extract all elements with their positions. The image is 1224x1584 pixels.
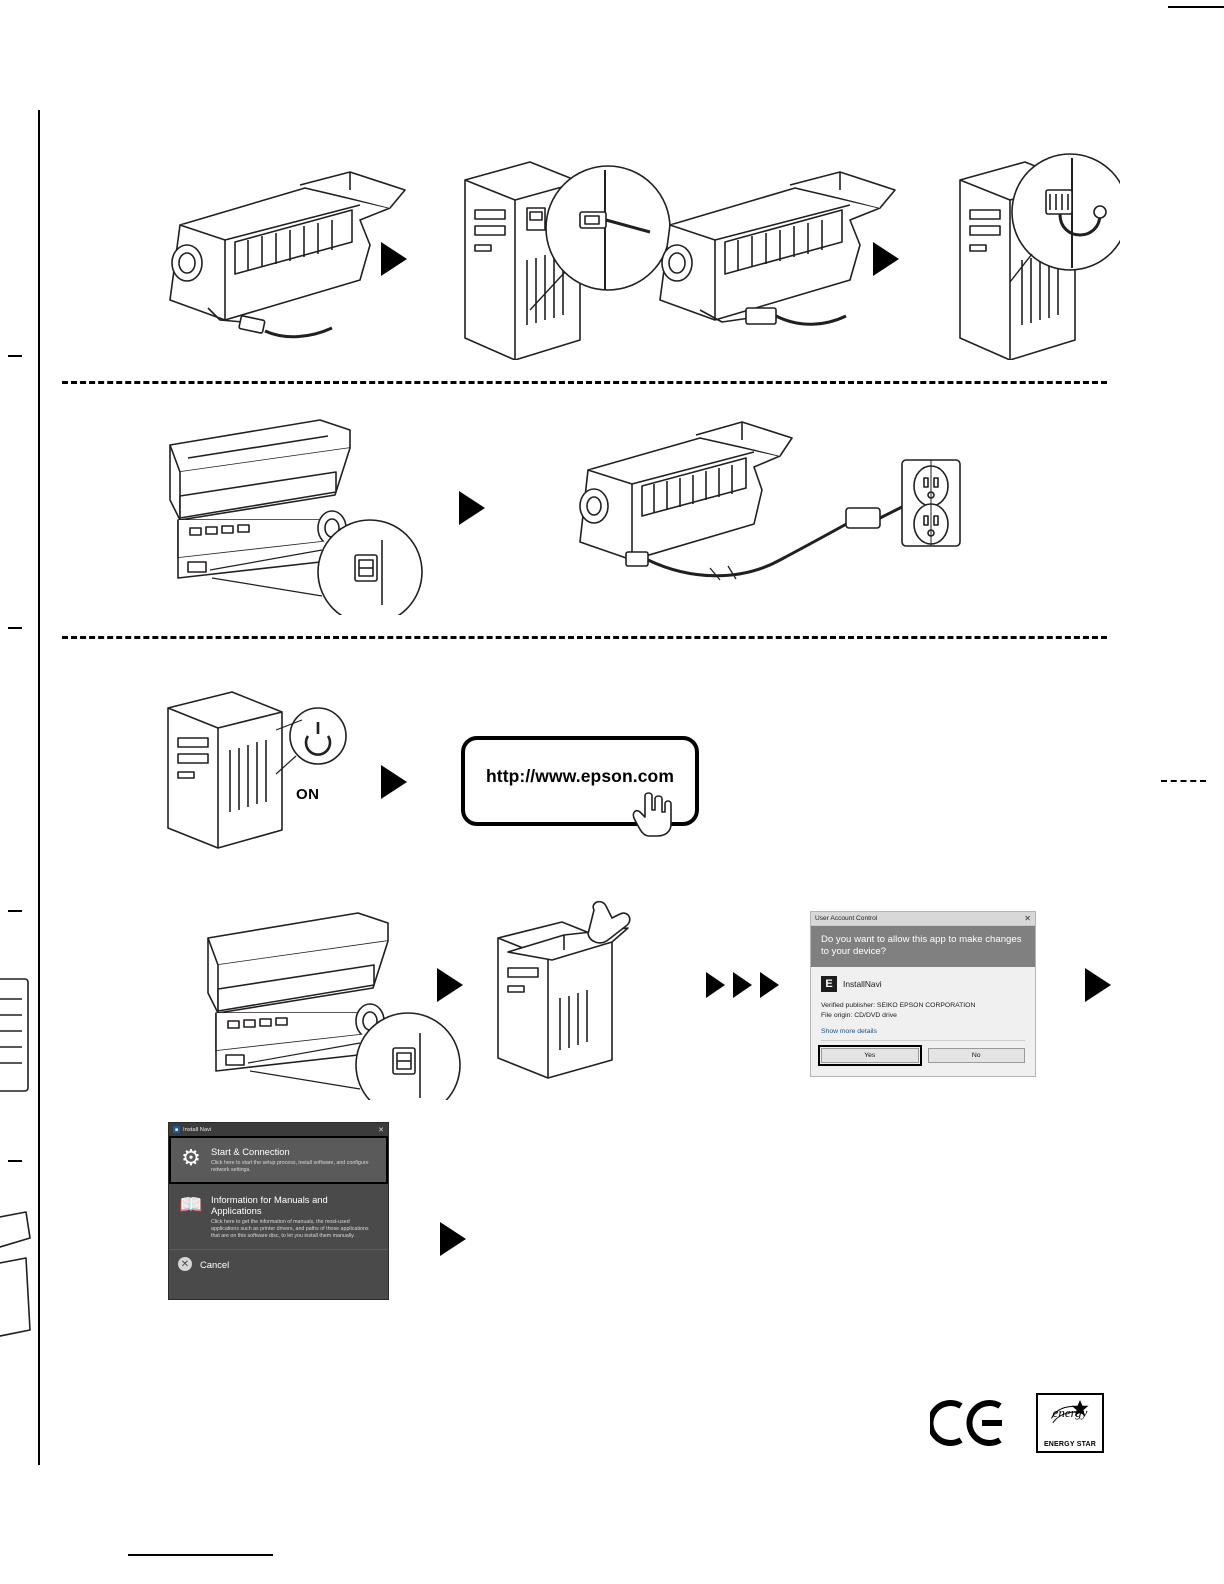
- tick-mark: [8, 627, 22, 629]
- arrow-right-icon: [706, 972, 725, 998]
- power-on-label: ON: [296, 786, 320, 803]
- uac-no-button[interactable]: No: [928, 1048, 1026, 1063]
- uac-dialog: [810, 911, 1036, 1077]
- installnavi-item-description: Click here to get the information of manuals, the most-used applications such as printer drivers, and paths of those applications that are on this software disc, to let you install them manually.: [211, 1219, 369, 1239]
- uac-heading: Do you want to allow this app to make changes to your device?: [811, 926, 1035, 967]
- uac-show-more-details-link[interactable]: Show more details: [821, 1028, 1025, 1041]
- section-divider: [62, 381, 1107, 384]
- installnavi-item-title: Information for Manuals and Applications: [211, 1194, 328, 1216]
- right-trim-dash: [1161, 780, 1206, 782]
- energy-star-logo: [1036, 1393, 1104, 1453]
- close-icon[interactable]: ✕: [378, 1126, 384, 1134]
- arrow-right-icon: [381, 242, 407, 276]
- uac-app-name: InstallNavi: [843, 979, 882, 989]
- tick-mark: [8, 910, 22, 912]
- uac-button-row: [811, 1041, 1035, 1063]
- uac-file-origin: File origin: CD/DVD drive: [821, 1011, 897, 1019]
- arrow-right-icon: [733, 972, 752, 998]
- energy-script-text: energy: [1052, 1405, 1088, 1420]
- gear-icon: ⚙: [181, 1145, 201, 1170]
- top-trim-rule: [1168, 6, 1224, 8]
- installnavi-dialog: [168, 1122, 389, 1300]
- hand-pointer-icon: [625, 790, 675, 838]
- uac-body: [811, 967, 1035, 1041]
- cancel-icon: ✕: [178, 1257, 192, 1271]
- edge-graphic-partial: [0, 975, 34, 1095]
- arrow-right-icon: [437, 968, 463, 1002]
- installnavi-item-information[interactable]: [169, 1184, 388, 1250]
- installnavi-item-title: Start & Connection: [211, 1146, 290, 1157]
- uac-publisher: Verified publisher: SEIKO EPSON CORPORATION: [821, 1002, 976, 1009]
- row1-illustration: [60, 150, 1120, 360]
- edge-graphic-partial: [0, 1210, 34, 1340]
- book-icon: 📖: [179, 1195, 203, 1216]
- app-icon: ■: [174, 1126, 179, 1133]
- installnavi-item-description: Click here to start the setup process, install software, and configure network settings.: [211, 1160, 369, 1173]
- installnavi-item-start-connection[interactable]: [169, 1136, 388, 1184]
- arrow-right-icon: [381, 765, 407, 799]
- installnavi-cancel-button[interactable]: [169, 1250, 388, 1278]
- uac-title-bar: [811, 912, 1035, 926]
- epson-url-text: http://www.epson.com: [485, 766, 674, 786]
- uac-yes-button[interactable]: Yes: [821, 1048, 919, 1063]
- left-vertical-rule: [38, 110, 40, 1465]
- installnavi-cancel-label: Cancel: [200, 1258, 230, 1270]
- installnavi-window-title: Install Navi: [183, 1126, 212, 1133]
- installnavi-title-bar: [169, 1123, 388, 1136]
- section-divider: [62, 636, 1107, 639]
- row2-illustration: [60, 400, 1120, 615]
- ce-mark-icon: [930, 1396, 1008, 1450]
- tick-mark: [8, 1160, 22, 1162]
- arrow-right-icon: [760, 972, 779, 998]
- energy-star-text: ENERGY STAR: [1043, 1441, 1097, 1448]
- tick-mark: [8, 355, 22, 357]
- arrow-right-icon: [459, 491, 485, 525]
- close-icon[interactable]: ✕: [1024, 913, 1031, 923]
- arrow-right-icon: [873, 242, 899, 276]
- row4-illustration: [160, 900, 800, 1100]
- installnavi-app-icon: E: [821, 976, 837, 992]
- bottom-trim-rule: [128, 1554, 273, 1556]
- uac-window-title: User Account Control: [815, 915, 878, 922]
- arrow-right-icon: [440, 1222, 466, 1256]
- uac-app-row: [821, 976, 1025, 992]
- arrow-right-icon: [1085, 968, 1111, 1002]
